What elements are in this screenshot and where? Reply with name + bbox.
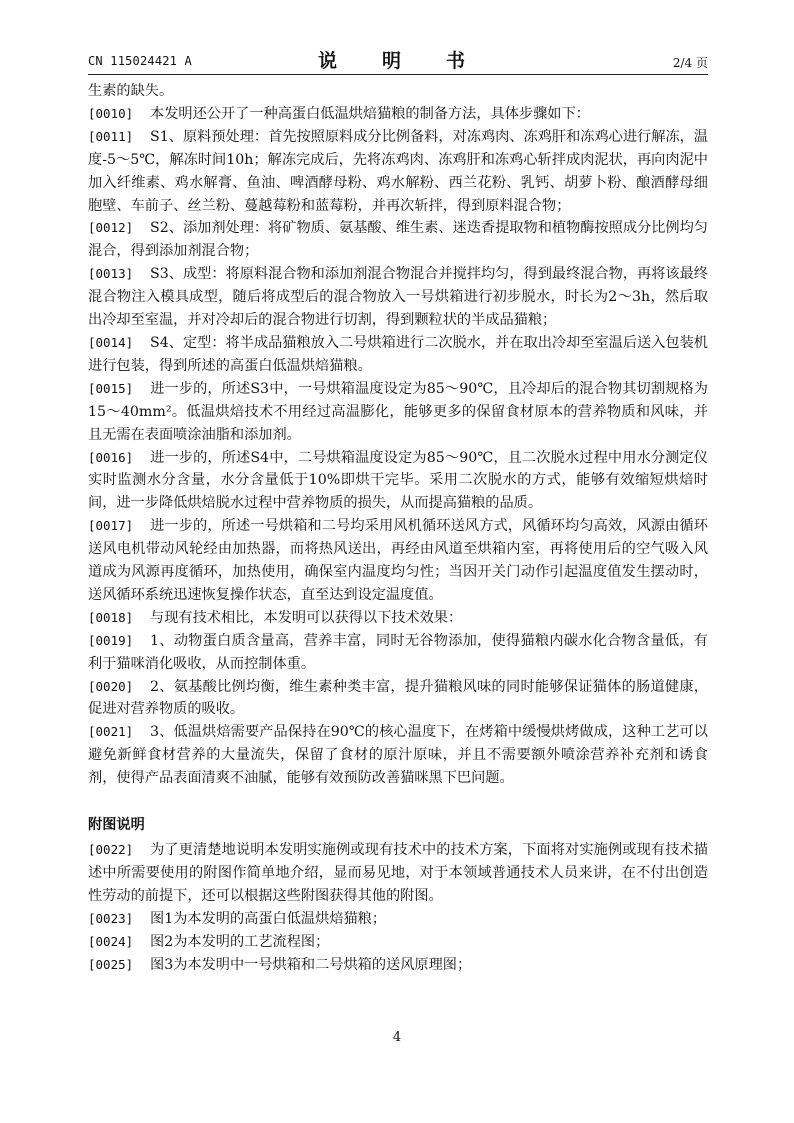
- paragraph: [88, 515, 708, 607]
- paragraph-text: S3、成型：将原料混合物和添加剂混合物混合并搅拌均匀，得到最终混合物，再将该最终混合物注入模具成型，随后将成型后的混合物放入一号烘箱进行初步脱水，时长为2～3h，然后取出冷却至室温，并对冷却后的混合物进行切割，得到颗粒状的半成品猫粮；: [88, 266, 708, 329]
- figure-paragraph-list: [88, 839, 708, 976]
- paragraph-text: S1、原料预处理：首先按照原料成分比例备料，对冻鸡肉、冻鸡肝和冻鸡心进行解冻，温度-5～5℃，解冻时间10h；解冻完成后，先将冻鸡肉、冻鸡肝和冻鸡心斩拌成肉泥状，再向肉泥中加入纤维素、鸡水解膏、鱼油、啤酒酵母粉、鸡水解粉、西兰花粉、乳钙、胡萝卜粉、酿酒酵母细胞壁、车前子、丝兰粉、蔓越莓粉和蓝莓粉，并再次斩拌，得到原料混合物；: [88, 128, 708, 214]
- paragraph-number: [0021]: [88, 724, 134, 740]
- paragraph: [88, 931, 708, 954]
- paragraph-text: 为了更清楚地说明本发明实施例或现有技术中的技术方案，下面将对实施例或现有技术描述中所需要使用的附图作简单地介绍，显而易见地，对于本领域普通技术人员来讲，在不付出创造性劳动的前提下，还可以根据这些附图获得其他的附图。: [88, 842, 708, 904]
- paragraph-number: [0017]: [88, 518, 134, 534]
- paragraph-number: [0020]: [88, 678, 134, 694]
- paragraph: [88, 676, 708, 722]
- paragraph: [88, 378, 708, 447]
- paragraph-number: [0024]: [88, 933, 134, 949]
- paragraph-number: [0011]: [88, 128, 134, 144]
- section-title: 附图说明: [88, 817, 145, 834]
- paragraph-text: 1、动物蛋白质含量高，营养丰富，同时无谷物添加，使得猫粮内碳水化合物含量低，有利于猫咪消化吸收，从而控制体重。: [88, 632, 708, 672]
- paragraph: [88, 263, 708, 332]
- paragraph-number: [0022]: [88, 842, 134, 857]
- continuation-text: 生素的缺失。: [88, 83, 174, 99]
- paragraph: [88, 607, 708, 630]
- paragraph-text: 图3为本发明中一号烘箱和二号烘箱的送风原理图；: [150, 956, 472, 973]
- paragraph-text: 3、低温烘焙需要产品保持在90℃的核心温度下，在烤箱中缓慢烘烤做成，这种工艺可以避免新鲜食材营养的大量流失，保留了食材的原汁原味，并且不需要额外喷涂营养补充剂和诱食剂，使得产品表面清爽不油腻，能够有效预防改善猫咪黑下巴问题。: [88, 724, 708, 787]
- paragraph-number: [0025]: [88, 956, 134, 972]
- paragraph-number: [0014]: [88, 334, 134, 350]
- paragraph: [88, 839, 708, 908]
- paragraph-text: 本发明还公开了一种高蛋白低温烘焙猫粮的制备方法，具体步骤如下：: [150, 105, 590, 122]
- page-indicator: 2/4 页: [672, 56, 708, 70]
- paragraph: [88, 217, 708, 263]
- paragraph-text: 与现有技术相比，本发明可以获得以下技术效果：: [150, 609, 463, 626]
- paragraph-number: [0019]: [88, 632, 134, 648]
- paragraph: [88, 103, 708, 126]
- paragraph-number: [0018]: [88, 609, 134, 625]
- document-title: 说 明 书: [317, 50, 478, 72]
- paragraph-text: S4、定型：将半成品猫粮放入二号烘箱进行二次脱水，并在取出冷却至室温后送入包装机进行包装，得到所述的高蛋白低温烘焙猫粮。: [88, 334, 708, 374]
- paragraph: [88, 954, 708, 977]
- paragraph-text: S2、添加剂处理：将矿物质、氨基酸、维生素、迷迭香提取物和植物酶按照成分比例均匀混合，得到添加剂混合物；: [88, 220, 708, 260]
- document-number: CN 115024421 A: [88, 54, 192, 68]
- paragraph-number: [0016]: [88, 449, 134, 465]
- paragraph-number: [0013]: [88, 266, 134, 282]
- paragraph: [88, 126, 708, 218]
- paragraph-list: [88, 103, 708, 790]
- paragraph-text: 进一步的，所述S4中，二号烘箱温度设定为85～90℃，且二次脱水过程中用水分测定仪实时监测水分含量，水分含量低于10%即烘干完毕。采用二次脱水的方式，能够有效缩短烘焙时间，进一步降低烘焙脱水过程中营养物质的损失，从而提高猫粮的品质。: [88, 449, 708, 512]
- page-number: 4: [392, 1030, 402, 1045]
- header-divider: [88, 74, 708, 75]
- paragraph-number: [0023]: [88, 910, 134, 926]
- paragraph: [88, 447, 708, 516]
- paragraph-number: [0012]: [88, 220, 134, 236]
- paragraph-text: 2、氨基酸比例均衡，维生素种类丰富，提升猫粮风味的同时能够保证猫体的肠道健康，促进对营养物质的吸收。: [88, 678, 708, 718]
- paragraph: [88, 332, 708, 378]
- paragraph-number: [0015]: [88, 380, 134, 396]
- paragraph: [88, 908, 708, 931]
- paragraph: [88, 630, 708, 676]
- page-header: [88, 46, 708, 74]
- paragraph-text: 进一步的，所述一号烘箱和二号均采用风机循环送风方式，风循环均匀高效，风源由循环送风电机带动风轮经由加热器，而将热风送出，再经由风道至烘箱内室，再将使用后的空气吸入风道成为风源再度循环，加热使用，确保室内温度均匀性；当因开关门动作引起温度值发生摆动时，送风循环系统迅速恢复操作状态，直至达到设定温度值。: [88, 518, 708, 603]
- paragraph-text: 进一步的，所述S3中，一号烘箱温度设定为85～90℃，且冷却后的混合物其切割规格为15～40mm²。低温烘焙技术不用经过高温膨化，能够更多的保留食材原本的营养物质和风味，并且无需在表面喷涂油脂和添加剂。: [88, 380, 708, 443]
- paragraph-text: 图2为本发明的工艺流程图；: [150, 933, 330, 950]
- paragraph-number: [0010]: [88, 105, 134, 121]
- paragraph-text: 图1为本发明的高蛋白低温烘焙猫粮；: [150, 910, 387, 927]
- document-body: [88, 80, 708, 976]
- paragraph: [88, 721, 708, 790]
